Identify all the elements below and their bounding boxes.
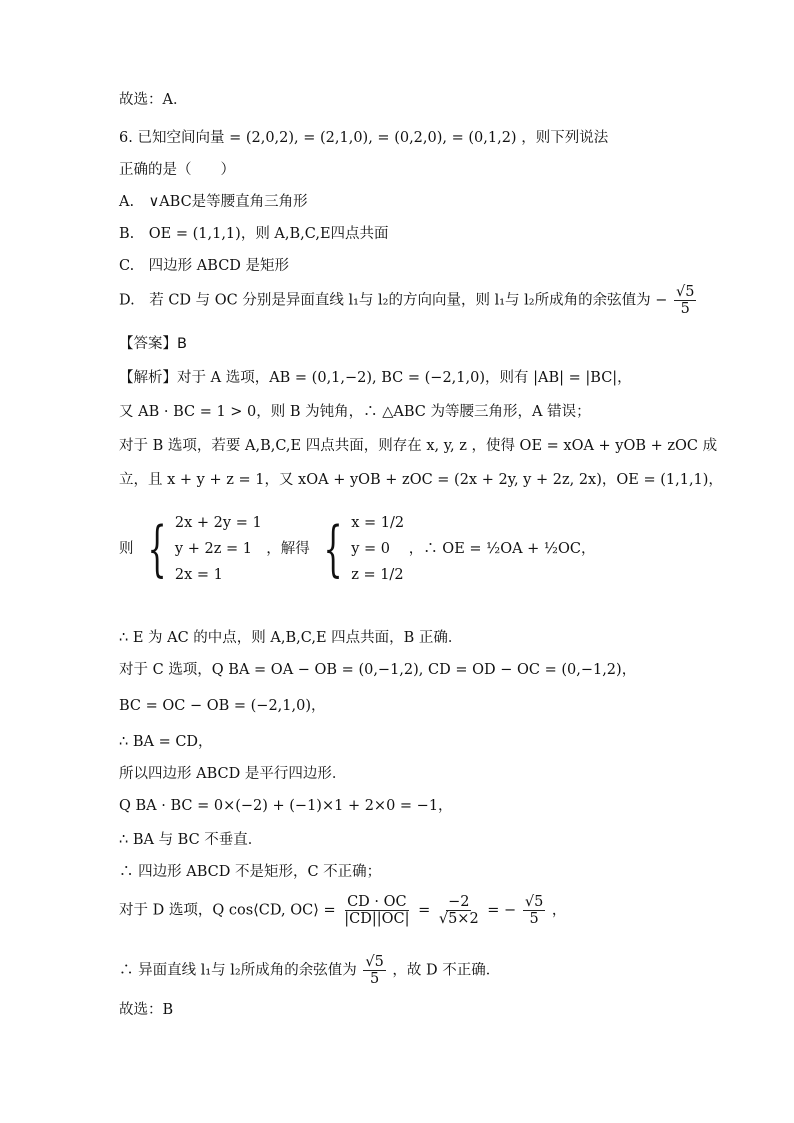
cos-value-num: √5 [365,954,384,970]
equation-row: 2x = 1 [174,567,223,583]
analysis-line2: 又 AB · BC = 1 > 0，则 B 为钝角，∴ △ABC 为等腰三角形，A 错误； [119,404,591,420]
solution-row: x = 1/2 [351,515,405,531]
analysis-line5-mid: ，解得 [266,541,310,557]
question-vectors: = (2,0,2), = (2,1,0), = (0,2,0), = (0,1,2) [229,130,517,146]
question-stem-line2: 正确的是（ ） [119,162,235,178]
option-d-fraction [674,284,696,317]
answer-label: 【答案】B [119,336,187,352]
analysis-line12: ∴ BA 与 BC 不垂直． [119,832,263,848]
analysis-line14 [119,894,566,927]
cos-frac1-num: CD · OC [347,894,407,910]
solution-row: z = 1/2 [351,567,404,583]
analysis-line5-prefix: 则 [119,541,134,557]
option-d-frac-den: 5 [680,301,690,317]
cos-value-fraction [363,954,385,987]
option-d-frac-num: √5 [675,284,695,300]
analysis-line9: ∴ BA = CD， [119,734,213,750]
cos-frac2-num: −2 [448,894,470,910]
cos-frac1-den: |CD||OC| [344,911,410,927]
analysis-line15-suffix: ，故 D 不正确． [392,962,501,979]
analysis-line1-text: 对于 A 选项，AB = (0,1,−2), BC = (−2,1,0)，则有 |AB| = |BC|， [177,370,632,386]
equation-row: y + 2z = 1 [174,541,252,557]
left-brace-icon: { [147,514,167,584]
analysis-line4: 立，且 x + y + z = 1，又 xOA + yOB + zOC = (2x + 2y, y + 2z, 2x)，OE = (1,1,1)， [119,472,723,488]
option-a: A. ∨ABC是等腰直角三角形 [119,194,308,210]
equation-system [175,510,262,588]
analysis-line8: BC = OC − OB = (−2,1,0)， [119,698,326,714]
equals-minus-sign: = − [487,902,517,919]
analysis-line5-suffix: ，∴ OE = ½OA + ½OC， [408,541,596,557]
analysis-line15 [119,954,500,987]
equals-sign: = [418,902,431,919]
cos-frac3-den: 5 [529,911,539,927]
analysis-line1 [119,368,632,388]
left-brace-icon: { [323,514,344,584]
analysis-line14-prefix: 对于 D 选项，Q cos⟨CD, OC⟩ = [119,902,341,919]
equation-row: 2x + 2y = 1 [174,515,262,531]
analysis-line11: Q BA · BC = 0×(−2) + (−1)×1 + 2×0 = −1， [119,798,453,814]
analysis-line3: 对于 B 选项，若要 A,B,C,E 四点共面，则存在 x, y, z ，使得 OE = xOA + yOB + zOC 成 [119,438,718,454]
cos-fraction-1 [342,894,411,927]
question-stem-line1 [119,128,608,148]
analysis-line15-prefix: ∴ 异面直线 l₁与 l₂所成角的余弦值为 [119,962,357,979]
cos-fraction-2 [437,894,481,927]
option-d [119,284,698,317]
option-d-text: D. 若 CD 与 OC 分别是异面直线 l₁与 l₂的方向向量，则 l₁与 l₂所成角的余弦值为 − [119,292,668,309]
analysis-label: 【解析】 [119,370,177,386]
analysis-line13: ∴ 四边形 ABCD 不是矩形，C 不正确； [119,864,382,880]
prev-answer: 故选：A． [119,92,188,108]
question-number: 6. [119,130,133,146]
cos-value-den: 5 [369,971,380,987]
cos-fraction-3 [523,894,545,927]
solution-row: y = 0 [351,541,390,557]
solution-system [351,510,404,588]
analysis-line10: 所以四边形 ABCD 是平行四边形． [119,766,347,782]
analysis-line5 [119,510,595,588]
question-stem-part1: 已知空间向量 [137,130,225,146]
cos-frac3-num: √5 [524,894,544,910]
comma: ， [551,902,567,919]
cos-frac2-den: √5×2 [438,911,479,927]
question-stem-part2: ，则下列说法 [521,130,609,146]
option-b: B. OE = (1,1,1)，则 A,B,C,E四点共面 [119,226,389,242]
option-c: C. 四边形 ABCD 是矩形 [119,258,290,274]
analysis-line7: 对于 C 选项，Q BA = OA − OB = (0,−1,2), CD = OD − OC = (0,−1,2)， [119,662,637,678]
analysis-line6: ∴ E 为 AC 的中点，则 A,B,C,E 四点共面，B 正确． [119,630,463,646]
analysis-line16: 故选：B [119,1002,174,1018]
